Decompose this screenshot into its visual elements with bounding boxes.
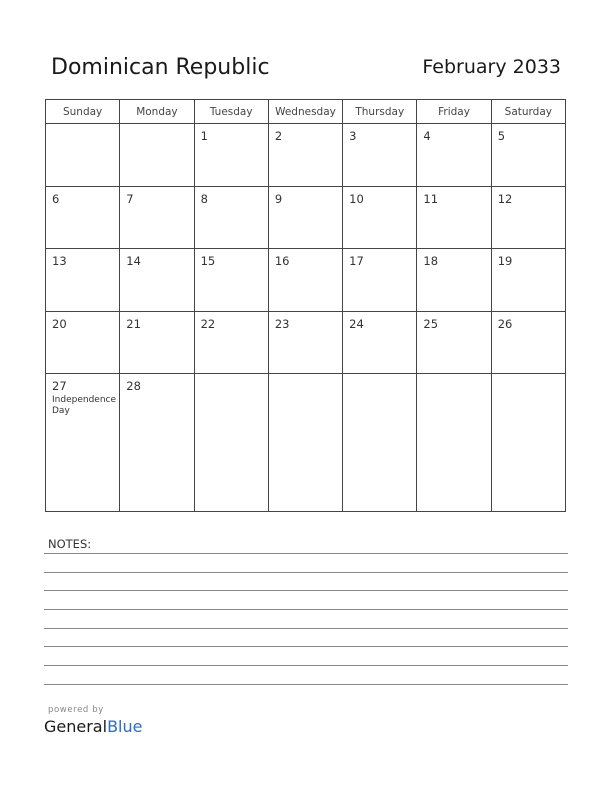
logo-text-general: General bbox=[44, 717, 108, 736]
day-cell bbox=[343, 311, 417, 374]
notes-line bbox=[44, 665, 568, 666]
day-cell bbox=[417, 311, 491, 374]
logo-text-blue: Blue bbox=[107, 717, 143, 736]
week-row bbox=[46, 311, 566, 374]
day-number: 10 bbox=[349, 191, 364, 206]
day-cell bbox=[46, 249, 120, 312]
day-number: 19 bbox=[497, 254, 513, 269]
day-cell bbox=[268, 374, 342, 512]
notes-line bbox=[44, 553, 568, 554]
day-cell bbox=[120, 186, 194, 249]
calendar-grid bbox=[45, 99, 566, 512]
day-cell bbox=[46, 374, 120, 512]
notes-line bbox=[44, 684, 568, 685]
day-number: 4 bbox=[423, 129, 431, 143]
day-cell bbox=[268, 124, 342, 187]
day-cell bbox=[194, 124, 268, 187]
weekday-header: Tuesday bbox=[194, 100, 268, 124]
calendar-country-title: Dominican Republic bbox=[51, 55, 270, 80]
notes-line bbox=[44, 590, 568, 591]
day-cell bbox=[194, 311, 268, 374]
generalblue-logo[interactable] bbox=[44, 717, 142, 736]
weekday-header: Saturday bbox=[491, 100, 565, 124]
day-cell bbox=[194, 374, 268, 512]
weekday-header-row bbox=[46, 100, 566, 124]
day-cell bbox=[491, 124, 565, 187]
weekday-header: Thursday bbox=[343, 100, 417, 124]
day-number: 25 bbox=[423, 316, 439, 331]
day-number: 15 bbox=[200, 254, 216, 269]
day-number: 17 bbox=[349, 254, 364, 269]
day-number: 24 bbox=[349, 316, 364, 331]
day-cell bbox=[343, 374, 417, 512]
weekday-header: Monday bbox=[120, 100, 194, 124]
notes-line bbox=[44, 628, 568, 629]
day-number: 5 bbox=[497, 129, 506, 143]
notes-line bbox=[44, 646, 568, 647]
week-row bbox=[46, 124, 566, 187]
day-number: 16 bbox=[274, 254, 290, 269]
week-row bbox=[46, 249, 566, 312]
day-number: 26 bbox=[497, 316, 513, 331]
day-number: 18 bbox=[423, 254, 439, 269]
day-number: 9 bbox=[274, 191, 283, 206]
week-row bbox=[46, 374, 566, 512]
day-number: 12 bbox=[497, 191, 513, 206]
day-cell bbox=[46, 124, 120, 187]
day-cell bbox=[491, 249, 565, 312]
weekday-header: Wednesday bbox=[268, 100, 342, 124]
powered-by-text: powered by bbox=[48, 705, 104, 715]
day-cell bbox=[120, 124, 194, 187]
day-cell bbox=[343, 186, 417, 249]
day-cell bbox=[491, 311, 565, 374]
day-cell bbox=[343, 249, 417, 312]
day-cell bbox=[417, 124, 491, 187]
day-cell bbox=[417, 186, 491, 249]
day-cell bbox=[343, 124, 417, 187]
day-number: 22 bbox=[200, 316, 216, 331]
day-cell bbox=[417, 374, 491, 512]
day-cell bbox=[120, 249, 194, 312]
day-cell bbox=[46, 186, 120, 249]
notes-line bbox=[44, 572, 568, 573]
day-cell bbox=[268, 186, 342, 249]
day-number: 3 bbox=[349, 129, 357, 143]
day-number: 6 bbox=[52, 191, 60, 206]
day-cell bbox=[417, 249, 491, 312]
day-cell bbox=[120, 311, 194, 374]
day-number: 27 bbox=[52, 379, 67, 394]
day-number: 7 bbox=[126, 191, 134, 206]
calendar-month-title: February 2033 bbox=[422, 56, 561, 78]
day-number: 28 bbox=[126, 379, 141, 394]
notes-line bbox=[44, 609, 568, 610]
day-cell bbox=[268, 311, 342, 374]
weekday-header: Friday bbox=[417, 100, 491, 124]
day-number: 21 bbox=[126, 316, 141, 331]
day-cell bbox=[491, 374, 565, 512]
notes-label: NOTES: bbox=[48, 537, 92, 551]
day-number: 11 bbox=[423, 191, 439, 206]
day-cell bbox=[268, 249, 342, 312]
day-number: 2 bbox=[274, 129, 283, 143]
day-number: 1 bbox=[200, 129, 208, 143]
day-number: 14 bbox=[126, 254, 141, 269]
weekday-header: Sunday bbox=[46, 100, 120, 124]
day-number: 23 bbox=[274, 316, 290, 331]
day-cell bbox=[491, 186, 565, 249]
day-cell bbox=[194, 249, 268, 312]
week-row bbox=[46, 186, 566, 249]
day-cell bbox=[120, 374, 194, 512]
day-number: 8 bbox=[200, 191, 208, 206]
holiday-label: Independence Day bbox=[52, 395, 117, 417]
day-number: 13 bbox=[52, 254, 67, 269]
day-cell bbox=[194, 186, 268, 249]
day-cell bbox=[46, 311, 120, 374]
day-number: 20 bbox=[52, 316, 67, 331]
